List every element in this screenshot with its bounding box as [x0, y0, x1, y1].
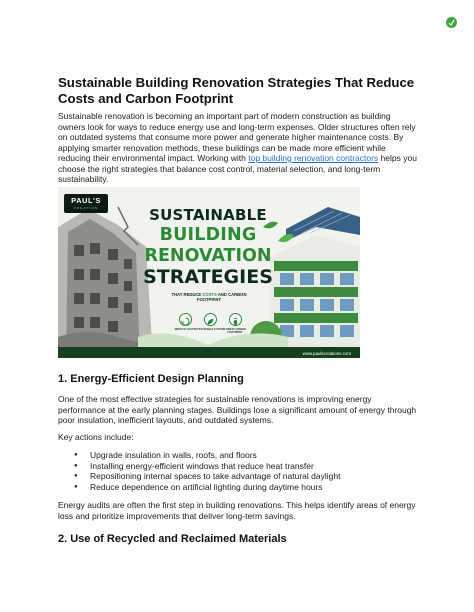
banner-image [58, 187, 360, 358]
banner-title-line3: RENOVATION [144, 246, 272, 266]
brand-tagline: CREATION [73, 206, 99, 210]
brand-logo [64, 194, 108, 213]
key-actions-label: Key actions include: [58, 432, 134, 442]
contractors-link[interactable]: top building renovation contractors [248, 153, 379, 163]
feature-label: REDUCE COSTS [174, 328, 196, 331]
leaf-icon [204, 313, 217, 326]
section1-paragraph: One of the most effective strategies for sustainable renovations is improving energy performance at the early planning stages. Buildings lose a significant amount of energy through poor insulation, inefficient layouts, and outdated systems. [58, 394, 417, 425]
list-item: ● Repositioning internal spaces to take advantage of natural daylight [74, 471, 404, 482]
banner-subtitle-suffix: AND CARBON FOOTPRINT [196, 292, 247, 303]
banner-title-line4: STRATEGIES [143, 266, 273, 288]
feature-label: LOWER CARBON FOOTPRINT [224, 328, 246, 335]
section2-heading: 2. Use of Recycled and Reclaimed Materials [58, 533, 287, 545]
banner-subtitle-highlight: COSTS [202, 292, 217, 297]
document-logo-icon [446, 17, 457, 28]
key-actions-list [74, 450, 404, 492]
banner-feature-lower-carbon [220, 313, 250, 334]
intro-paragraph [58, 111, 420, 185]
section1-heading: 1. Energy-Efficient Design Planning [58, 373, 244, 385]
banner-subtitle-prefix: THAT REDUCE [171, 292, 203, 297]
list-item: ● Reduce dependence on artificial lighting during daytime hours [74, 482, 404, 493]
list-item: ● Installing energy-efficient windows that reduce heat transfer [74, 461, 404, 472]
banner-subtitle [168, 292, 250, 302]
banner-website: www.paulscreations.com [302, 351, 351, 356]
feature-label: SUSTAINABLE FUTURE [195, 328, 225, 331]
section1-closing: Energy audits are often the first step in building renovations. This helps identify areas of energy loss and prioritize improvements that deliver long-term savings. [58, 500, 416, 521]
banner-title-line2: BUILDING [159, 225, 257, 245]
recycle-icon [179, 313, 192, 326]
list-item: ● Upgrade insulation in walls, roofs, and floors [74, 450, 404, 461]
page-title: Sustainable Building Renovation Strategies That Reduce Costs and Carbon Footprint [58, 75, 415, 106]
brand-name: PAUL'S [71, 196, 101, 205]
footprint-icon [229, 313, 242, 326]
banner-title-line1: SUSTAINABLE [149, 206, 267, 224]
intro-text-after: helps you choose the right strategies that balance cost control, material selection, and long-term sustainability. [58, 153, 417, 184]
intro-text-before: Sustainable renovation is becoming an important part of modern construction as building owners look for ways to reduce energy use and long-term expenses. Older structures often rely on outdated systems that consume more power and generate higher maintenance costs. By applying smarter renovation methods, these buildings can be made more efficient while reducing their environmental impact. Working with [58, 111, 416, 163]
